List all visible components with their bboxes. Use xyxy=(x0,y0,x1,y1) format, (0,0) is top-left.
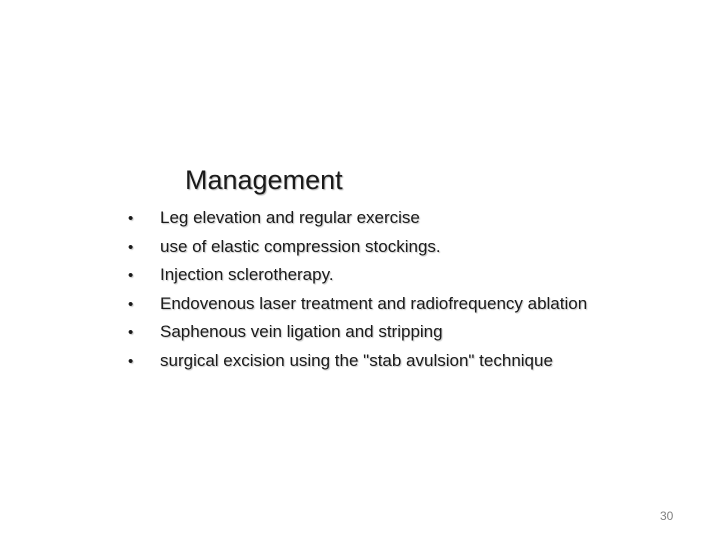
bullet-text: Leg elevation and regular exercise xyxy=(160,208,420,227)
bullet-icon: • xyxy=(128,267,134,285)
bullet-text: surgical excision using the "stab avulsion" technique xyxy=(160,350,553,370)
bullet-text: Endovenous laser treatment and radiofrequency ablation xyxy=(160,293,588,313)
bullet-item xyxy=(128,233,587,262)
slide-title: Management xyxy=(185,165,343,195)
bullet-text: Saphenous vein ligation and stripping xyxy=(160,322,443,342)
bullet-item xyxy=(128,347,587,376)
bullet-text: Injection sclerotherapy. xyxy=(160,265,334,285)
bullet-icon: • xyxy=(128,210,134,227)
bullet-icon: • xyxy=(128,295,134,313)
bullet-list xyxy=(128,204,587,376)
bullet-text: use of elastic compression stockings. xyxy=(160,236,441,256)
bullet-item xyxy=(128,261,587,290)
bullet-icon: • xyxy=(128,238,134,256)
bullet-item xyxy=(128,204,587,233)
bullet-icon: • xyxy=(128,324,134,342)
bullet-item xyxy=(128,290,587,319)
bullet-icon: • xyxy=(128,352,134,370)
page-number: 30 xyxy=(660,509,674,523)
bullet-item xyxy=(128,318,587,347)
